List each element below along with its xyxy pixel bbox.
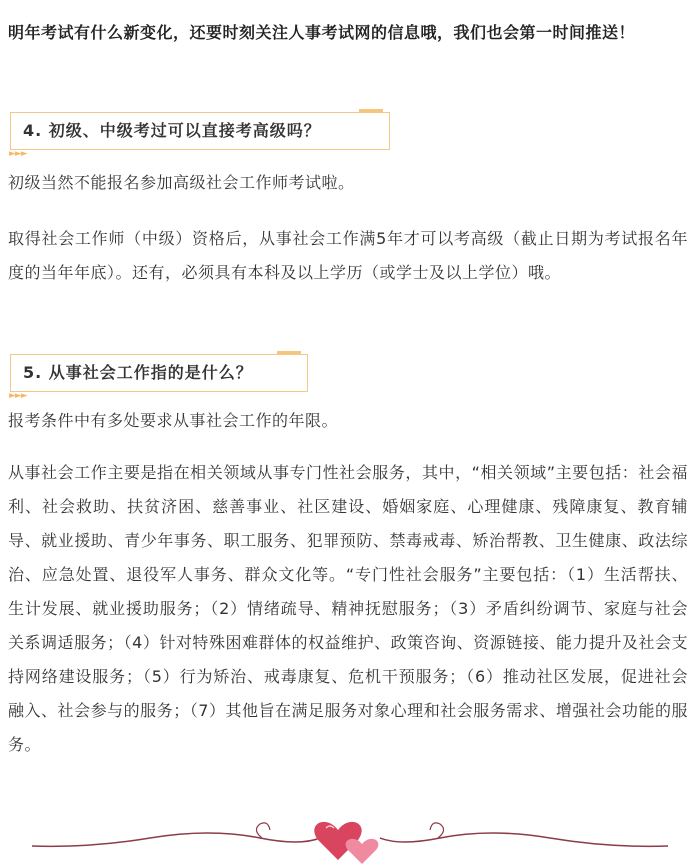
arrow-decoration-icon: ►►► [9, 391, 27, 401]
body-paragraph: 初级当然不能报名参加高级社会工作师考试啦。 [8, 173, 355, 192]
section-heading-text: 4. 初级、中级考过可以直接考高级吗？ [23, 121, 321, 140]
section-heading-4 [9, 112, 390, 159]
heading-accent-bar [359, 109, 383, 113]
heart-divider-icon [30, 808, 670, 868]
body-paragraph: 从事社会工作主要是指在相关领域从事专门性社会服务，其中，“相关领域”主要包括：社会福利、社会救助、扶贫济困、慈善事业、社区建设、婚姻家庭、心理健康、残障康复、教育辅导、就业援助、青少年事务、职工服务、犯罪预防、禁毒戒毒、矫治帮教、卫生健康、政法综治、应急处置、退役军人事务、群众文化等。“专门性社会服务”主要包括：（1）生活帮扶、生计发展、就业援助服务；（2）情绪疏导、精神抚慰服务；（3）矛盾纠纷调节、家庭与社会关系调适服务；（4）针对特殊困难群体的权益维护、政策咨询、资源链接、能力提升及社会支持网络建设服务；（5）行为矫治、戒毒康复、危机干预服务；（6）推动社区发展，促进社会融入、社会参与的服务；（7）其他旨在满足服务对象心理和社会服务需求、增强社会功能的服务。 [8, 463, 688, 754]
section-heading-5 [9, 354, 308, 401]
section-heading-text: 5. 从事社会工作指的是什么？ [23, 363, 253, 382]
arrow-decoration-icon: ►►► [9, 149, 27, 159]
body-paragraph: 取得社会工作师（中级）资格后，从事社会工作满5年才可以考高级（截止日期为考试报名年度的当年年底）。还有，必须具有本科及以上学历（或学士及以上学位）哦。 [8, 229, 688, 282]
body-paragraph: 报考条件中有多处要求从事社会工作的年限。 [8, 411, 339, 430]
intro-paragraph: 明年考试有什么新变化，还要时刻关注人事考试网的信息哦，我们也会第一时间推送！ [8, 23, 636, 42]
heading-accent-bar [277, 351, 301, 355]
